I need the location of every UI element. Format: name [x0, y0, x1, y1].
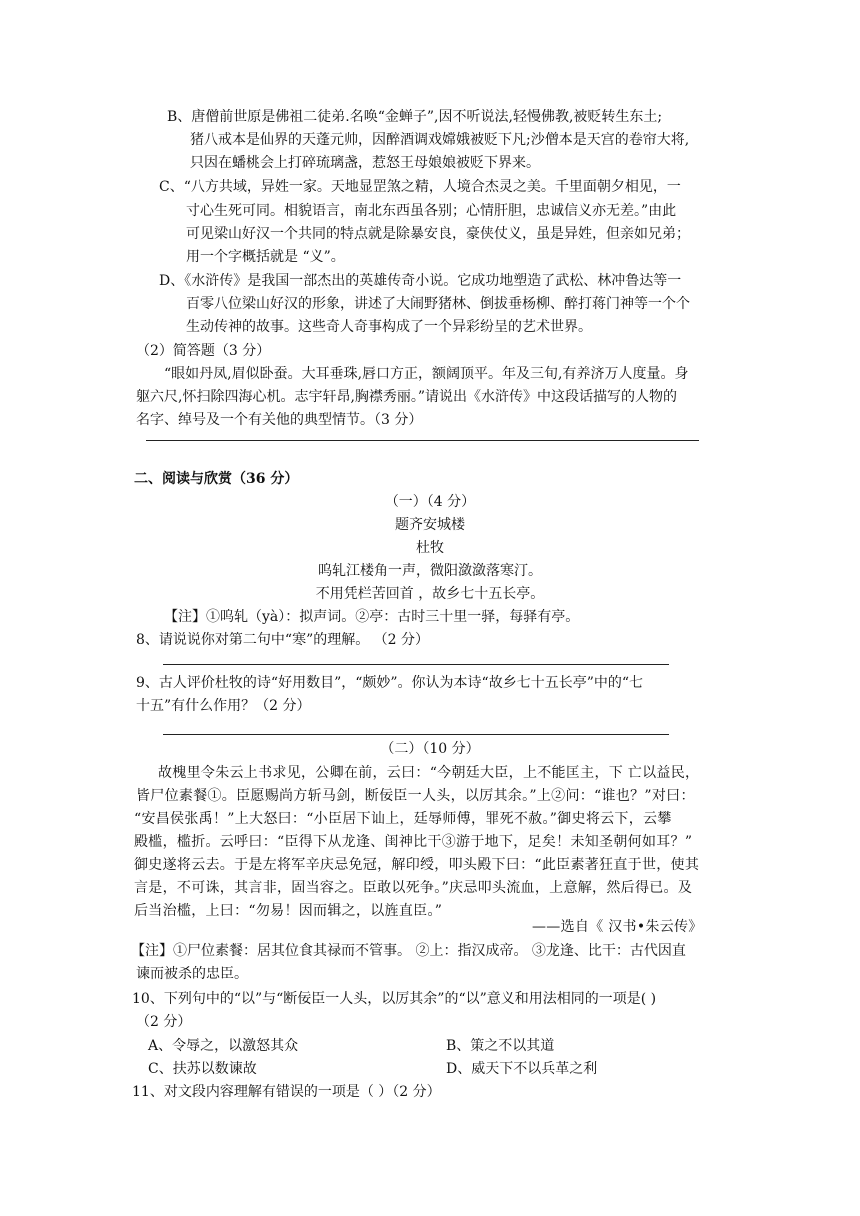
question-10-option-b[interactable]: B、策之不以其道 [446, 1038, 555, 1054]
option-d-line3: 生动传神的故事。这些奇人奇事构成了一个异彩纷呈的艺术世界。 [186, 319, 592, 335]
question-10-option-d[interactable]: D、威天下不以兵革之利 [446, 1061, 598, 1077]
question-10-line2: （2 分） [136, 1014, 192, 1030]
question-9-line1: 9、古人评价杜牧的诗“好用数目”，“颇妙”。你认为本诗“故乡七十五长亭”中的“七 [136, 675, 644, 691]
option-c-line3: 可见梁山好汉一个共同的特点就是除暴安良，豪侠仗义，虽是异姓，但亲如兄弟； [186, 226, 690, 242]
passage-source: ——选自《 汉书•朱云传》 [532, 919, 703, 935]
poem-note: 【注】①呜轧（yà）：拟声词。②亭：古时三十里一驿，每驿有亭。 [164, 609, 580, 625]
short-answer-line1: “眼如丹凤,眉似卧蚕。大耳垂珠,唇口方正，额阔顶平。年及三旬,有养济万人度量。身 [164, 366, 689, 382]
short-answer-heading: （2）简答题（3 分） [136, 343, 271, 359]
passage-line1: 故槐里令朱云上书求见，公卿在前，云曰：“今朝廷大臣，上不能匡主，下 亡以益民， [158, 765, 700, 781]
poem-line1: 呜轧江楼角一声，微阳潋潋落寒汀。 [318, 563, 542, 579]
answer-line[interactable] [146, 440, 699, 441]
part1-heading: （一）（4 分） [384, 494, 476, 510]
passage-line6: 言是，不可诛，其言非，固当容之。臣敢以死争。”庆忌叩头流血，上意解，然后得已。及 [134, 880, 693, 896]
passage-line5: 御史遂将云去。于是左将军辛庆忌免冠，解印绶，叩头殿下曰：“此臣素著狂直于世，使其 [134, 857, 700, 873]
option-b-line2: 猪八戒本是仙界的天蓬元帅，因醉酒调戏嫦娥被贬下凡;沙僧本是天宫的卷帘大将, [190, 132, 690, 148]
passage-note-line2: 谏而被杀的忠臣。 [136, 966, 248, 982]
option-b-line3: 只因在蟠桃会上打碎琉璃盏，惹怒王母娘娘被贬下界来。 [190, 155, 540, 171]
short-answer-line3: 名字、绰号及一个有关他的典型情节。（3 分） [136, 412, 423, 428]
answer-line[interactable] [163, 664, 669, 665]
passage-line3: “安昌侯张禹！”上大怒曰：“小臣居下讪上，廷辱师傅，罪死不赦。”御史将云下，云攀 [134, 811, 672, 827]
option-c-line1: C、“八方共域，异姓一家。天地显罡煞之精，人境合杰灵之美。千里面朝夕相见，一 [159, 179, 681, 195]
section-heading: 二、阅读与欣赏（36 分） [134, 471, 299, 487]
passage-line7: 后当治槛，上曰：“勿易！因而辑之，以旌直臣。” [134, 903, 443, 919]
option-b-line1: B、唐僧前世原是佛祖二徒弟.名唤“金蝉子”,因不听说法,轻慢佛教,被贬转生东土; [167, 109, 663, 125]
passage-line2: 皆尸位素餐①。臣愿赐尚方斩马剑，断佞臣一人头，以厉其余。”上②问：“谁也？”对曰： [136, 788, 695, 804]
question-10-option-c[interactable]: C、扶苏以数谏故 [148, 1061, 257, 1077]
poem-author: 杜牧 [416, 540, 444, 556]
question-8: 8、请说说你对第二句中“寒”的理解。 （2 分） [136, 632, 430, 648]
question-10-option-a[interactable]: A、令辱之，以激怒其众 [148, 1038, 299, 1054]
option-d-line1: D、《水浒传》是我国一部杰出的英雄传奇小说。它成功地塑造了武松、林冲鲁达等一 [159, 273, 682, 289]
part2-heading: （二）（10 分） [380, 741, 480, 757]
option-d-line2: 百零八位梁山好汉的形象，讲述了大闹野猪林、倒拔垂杨柳、醉打蒋门神等一个个 [186, 296, 690, 312]
question-11: 11、对文段内容理解有错误的一项是（ ）（2 分） [132, 1084, 441, 1100]
passage-note-line1: 【注】①尸位素餐：居其位食其禄而不管事。 ②上：指汉成帝。 ③龙逢、比干：古代因直 [131, 943, 686, 959]
answer-line[interactable] [163, 734, 669, 735]
question-10-line1: 10、下列句中的“以”与“断佞臣一人头，以厉其余”的“以”意义和用法相同的一项是( ) [132, 991, 657, 1007]
short-answer-line2: 躯六尺,怀扫除四海心机。志宇轩昂,胸襟秀丽。”请说出《水浒传》中这段话描写的人物的 [136, 389, 678, 405]
passage-line4: 殿槛，槛折。云呼曰：“臣得下从龙逢、闺神比干③游于地下，足矣！未知圣朝何如耳？” [134, 834, 693, 850]
question-9-line2: 十五”有什么作用？（2 分） [136, 698, 311, 714]
poem-line2: 不用凭栏苦回首 ，故乡七十五长亭。 [315, 586, 545, 602]
poem-title: 题齐安城楼 [395, 517, 465, 533]
option-c-line2: 寸心生死可同。相貌语言，南北东西虽各别；心情肝胆，忠诚信义亦无差。”由此 [186, 203, 677, 219]
option-c-line4: 用一个字概括就是 “义”。 [186, 249, 345, 265]
